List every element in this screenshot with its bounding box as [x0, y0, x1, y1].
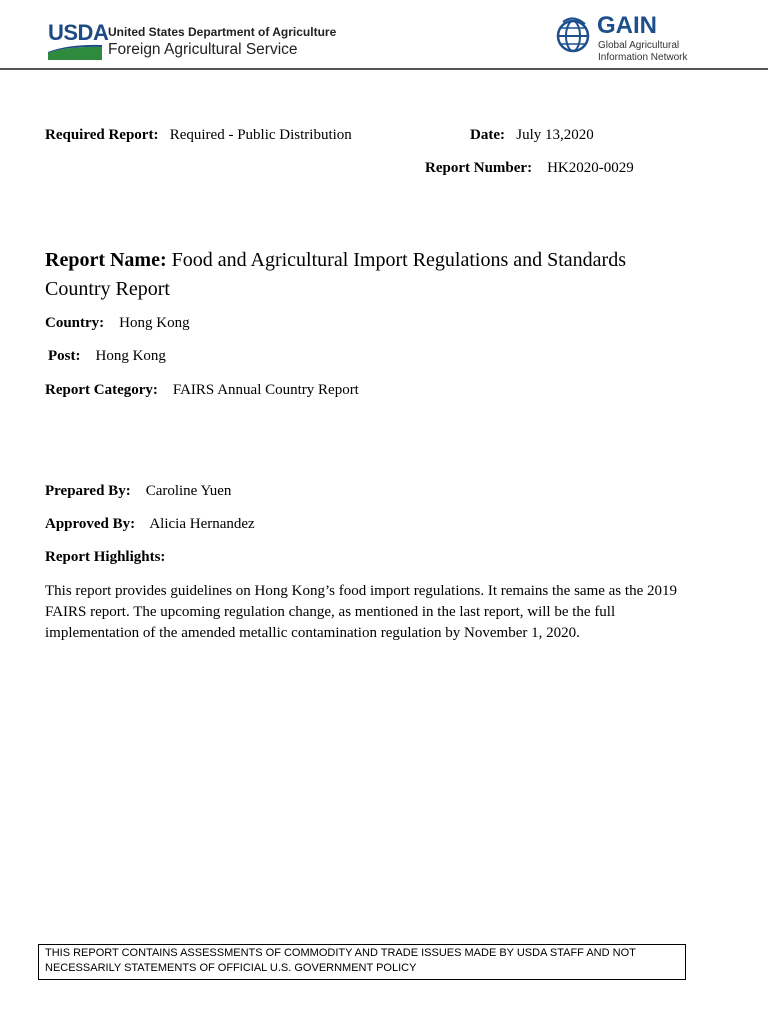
report-highlights-text: This report provides guidelines on Hong Kong’s food import regulations. It remains the same as the 2019 FAIRS report. The upcoming regulation change, as mentioned in the last report, will be the full implementation of the amended metallic contamination regulation by November 1, 2020.	[45, 583, 677, 641]
required-report	[45, 127, 352, 144]
report-date	[470, 127, 594, 144]
prepared-by-label: Prepared By:	[45, 483, 131, 499]
approved-by	[45, 516, 255, 533]
prepared-by	[45, 483, 231, 500]
date-label: Date:	[470, 127, 505, 143]
gain-subtitle-line2: Information Network	[598, 52, 688, 63]
report-highlights-heading	[45, 549, 165, 566]
report-name-value: Food and Agricultural Import Regulations and Standards Country Report	[45, 249, 626, 300]
required-report-label: Required Report:	[45, 127, 159, 143]
report-category	[45, 382, 359, 399]
required-report-value: Required - Public Distribution	[169, 127, 352, 143]
post-value: Hong Kong	[95, 348, 166, 364]
page-header	[0, 0, 768, 70]
report-number-label: Report Number:	[425, 160, 533, 176]
usda-logo-swoosh-icon	[47, 44, 103, 62]
agency-name: United States Department of Agriculture	[108, 25, 337, 39]
approved-by-label: Approved By:	[45, 516, 136, 532]
header-divider	[0, 68, 768, 70]
country	[45, 315, 190, 332]
report-highlights-label: Report Highlights:	[45, 549, 166, 565]
gain-subtitle	[598, 40, 687, 64]
gain-subtitle-line1: Global Agricultural	[598, 40, 680, 51]
report-name-label: Report Name:	[45, 249, 167, 271]
usda-logo-text: USDA	[48, 20, 109, 45]
report-category-value: FAIRS Annual Country Report	[172, 382, 359, 398]
globe-icon	[555, 16, 593, 56]
report-number-value: HK2020-0029	[547, 160, 634, 176]
country-label: Country:	[45, 315, 105, 331]
post	[48, 348, 166, 365]
agency-service: Foreign Agricultural Service	[108, 41, 298, 58]
report-name	[45, 246, 685, 304]
date-value: July 13,2020	[516, 127, 594, 143]
disclaimer-box: THIS REPORT CONTAINS ASSESSMENTS OF COMMODITY AND TRADE ISSUES MADE BY USDA STAFF AND NOT NECESSARILY STATEMENTS OF OFFICIAL U.S. GOVERNMENT POLICY	[38, 944, 686, 980]
approved-by-value: Alicia Hernandez	[149, 516, 255, 532]
country-value: Hong Kong	[119, 315, 190, 331]
report-category-label: Report Category:	[45, 382, 158, 398]
post-label: Post:	[48, 348, 81, 364]
prepared-by-value: Caroline Yuen	[145, 483, 232, 499]
gain-logo-text: GAIN	[597, 12, 657, 39]
report-number	[425, 160, 634, 177]
